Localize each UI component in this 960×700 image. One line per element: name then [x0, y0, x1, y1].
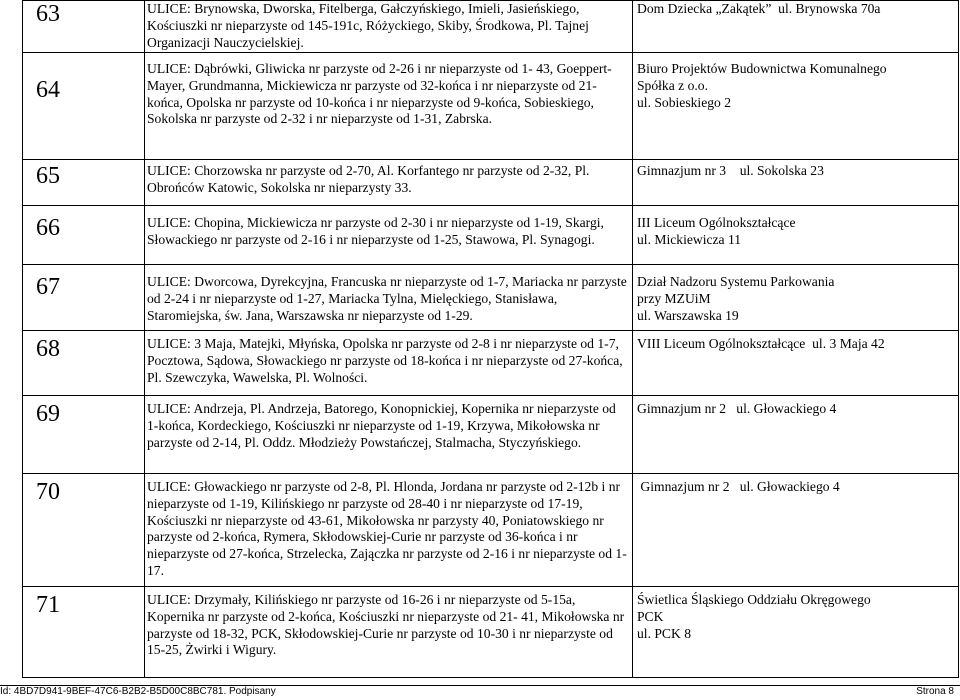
document-id-footer: Id: 4BD7D941-9BEF-47C6-B2B2-B5D00C8BC781. Podpisany — [0, 686, 276, 697]
table-row — [23, 587, 959, 678]
streets-text: ULICE: Andrzeja, Pl. Andrzeja, Batorego, Konopnickiej, Kopernika nr nieparzyste od 1-końca, Kordeckiego, Kościuszki nr nieparzyste od 1-19, Krzywa, Mikołowska nr parzyste od 2-14, Pl. Oddz. Młodzieży Powstańczej, Stalmacha, Styczyńskiego. — [147, 401, 616, 450]
district-number-cell — [23, 396, 145, 474]
streets-text: ULICE: Chopina, Mickiewicza nr parzyste od 2-30 i nr nieparzyste od 1-19, Skargi, Słowackiego nr parzyste od 2-16 i nr nieparzyste od 1-25, Stawowa, Pl. Synagogi. — [147, 215, 604, 247]
polling-place-text: Dział Nadzoru Systemu Parkowania przy MZUiM ul. Warszawska 19 — [637, 274, 835, 323]
streets-cell — [145, 53, 633, 160]
district-number: 65 — [36, 163, 60, 189]
streets-cell — [145, 396, 633, 474]
polling-place-cell — [633, 160, 959, 206]
district-number: 71 — [36, 592, 60, 618]
district-number-cell — [23, 265, 145, 331]
polling-place-cell — [633, 474, 959, 587]
streets-text: ULICE: Dąbrówki, Gliwicka nr parzyste od 2-26 i nr nieparzyste od 1- 43, Goeppert-Mayer, Grundmanna, Mickiewicza nr parzyste od 32-końca i nr nieparzyste od 21-końca, Opolska nr parzyste od 10-końca i nr nieparzyste od 9-końca, Sobieskiego, Sokolska nr parzyste od 2-32 i nr nieparzyste od 1-31, Zabrska. — [147, 61, 612, 127]
district-number-cell — [23, 474, 145, 587]
district-number-cell — [23, 331, 145, 396]
district-number-cell — [23, 206, 145, 265]
table-row — [23, 160, 959, 206]
streets-cell — [145, 265, 633, 331]
page-number-footer: Strona 8 — [916, 686, 954, 697]
district-number-cell — [23, 53, 145, 160]
district-number: 66 — [36, 215, 60, 241]
streets-text: ULICE: Drzymały, Kilińskiego nr parzyste od 16-26 i nr nieparzyste od 5-15a, Kopernika nr parzyste od 2-końca, Kościuszki nr nieparzyste od 21- 41, Mikołowska nr parzyste od 18-32, PCK, Skłodowskiej-Curie nr parzyste od 10-30 i nr nieparzyste od 15-25, Żwirki i Wigury. — [147, 592, 625, 658]
polling-place-cell — [633, 331, 959, 396]
table-row — [23, 206, 959, 265]
district-number-cell — [23, 1, 145, 53]
polling-place-cell — [633, 587, 959, 678]
polling-place-cell — [633, 396, 959, 474]
district-number: 70 — [36, 479, 60, 505]
polling-place-cell — [633, 53, 959, 160]
district-number: 69 — [36, 401, 60, 427]
streets-cell — [145, 1, 633, 53]
streets-text: ULICE: Brynowska, Dworska, Fitelberga, Gałczyńskiego, Imieli, Jasieńskiego, Kościuszki nr nieparzyste od 145-191c, Różyckiego, Skiby, Środkowa, Pl. Tajnej Organizacji Nauczycielskiej. — [147, 1, 589, 50]
streets-cell — [145, 474, 633, 587]
district-number: 67 — [36, 274, 60, 300]
streets-text: ULICE: 3 Maja, Matejki, Młyńska, Opolska nr parzyste od 2-8 i nr nieparzyste od 1-7, Pocztowa, Sądowa, Słowackiego nr parzyste od 18-końca i nr nieparzyste od 27-końca, Pl. Szewczyka, Wawelska, Pl. Wolności. — [147, 336, 623, 385]
streets-cell — [145, 206, 633, 265]
streets-cell — [145, 587, 633, 678]
polling-place-text: VIII Liceum Ogólnokształcące ul. 3 Maja 42 — [637, 336, 885, 351]
streets-text: ULICE: Chorzowska nr parzyste od 2-70, Al. Korfantego nr parzyste od 2-32, Pl. Obrońców Katowic, Sokolska nr nieparzysty 33. — [147, 163, 590, 195]
polling-place-text: Gimnazjum nr 2 ul. Głowackiego 4 — [637, 401, 837, 416]
polling-place-text: Biuro Projektów Budownictwa Komunalnego Spółka z o.o. ul. Sobieskiego 2 — [637, 61, 887, 110]
district-number: 68 — [36, 336, 60, 362]
streets-text: ULICE: Głowackiego nr parzyste od 2-8, Pl. Hlonda, Jordana nr parzyste od 2-12b i nr nieparzyste od 1-19, Kilińskiego nr parzyste od 28-40 i nr nieparzyste od 17-19, Kościuszki nr nieparzyste od 43-61, Mikołowska nr parzysty 40, Poniatowskiego nr parzyste od 2-końca, Rymera, Skłodowskiej-Curie nr parzyste od 36-końca i nr nieparzyste od 27-końca, Strzelecka, Zajączka nr parzyste od 2-16 i nr nieparzyste od 1-17. — [147, 479, 627, 578]
district-number-cell — [23, 587, 145, 678]
table-row — [23, 265, 959, 331]
streets-cell — [145, 331, 633, 396]
polling-place-text: Gimnazjum nr 2 ul. Głowackiego 4 — [637, 479, 840, 494]
polling-place-text: III Liceum Ogólnokształcące ul. Mickiewicza 11 — [637, 215, 796, 247]
district-number: 63 — [36, 1, 60, 27]
district-number-cell — [23, 160, 145, 206]
streets-cell — [145, 160, 633, 206]
district-number: 64 — [36, 77, 60, 103]
table-row — [23, 331, 959, 396]
polling-place-cell — [633, 206, 959, 265]
polling-place-cell — [633, 265, 959, 331]
table-row — [23, 474, 959, 587]
polling-place-text: Gimnazjum nr 3 ul. Sokolska 23 — [637, 163, 824, 178]
polling-place-text: Dom Dziecka „Zakątek” ul. Brynowska 70a — [637, 1, 881, 16]
table-row — [23, 396, 959, 474]
table-row — [23, 53, 959, 160]
table-row — [23, 1, 959, 53]
streets-text: ULICE: Dworcowa, Dyrekcyjna, Francuska nr nieparzyste od 1-7, Mariacka nr parzyste od 2-24 i nr nieparzyste od 1-27, Mariacka Tylna, Mielęckiego, Stanisława, Staromiejska, św. Jana, Warszawska nr nieparzyste od 1-29. — [147, 274, 627, 323]
polling-place-cell — [633, 1, 959, 53]
polling-place-text: Świetlica Śląskiego Oddziału Okręgowego PCK ul. PCK 8 — [637, 592, 871, 641]
polling-districts-table — [22, 0, 959, 678]
